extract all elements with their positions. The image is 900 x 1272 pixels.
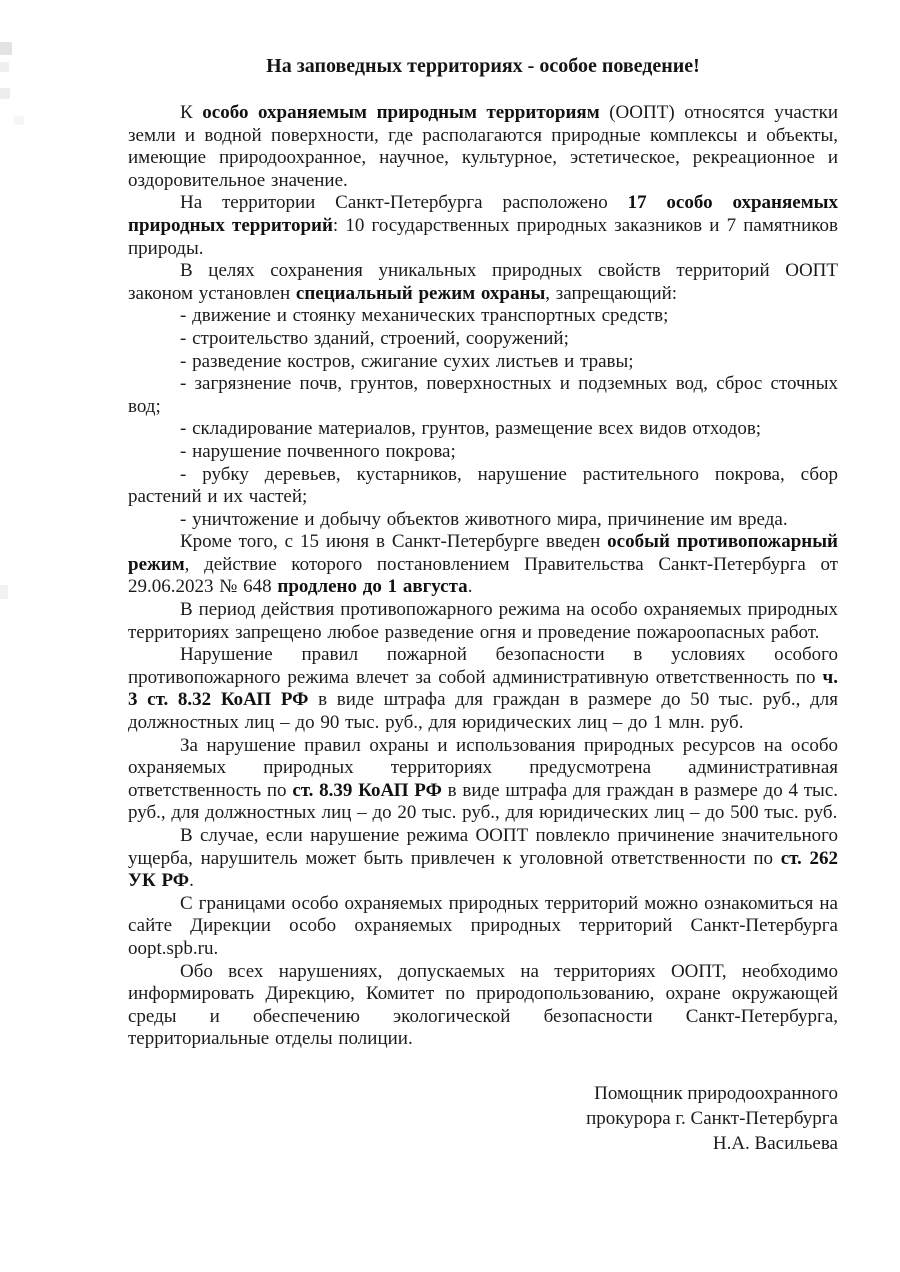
prohibition-item-soil: - нарушение почвенного покрова;	[180, 440, 456, 462]
reporting-info: Обо всех нарушениях, допускаемых на территориях ООПТ, необходимо информировать Дирекцию, Комитет по природопользованию, охране окружающей среды и обеспечению экологической безопасности Санкт-Петербурга, территориальные отделы полиции.	[128, 960, 838, 1050]
intro-oopt: К особо охраняемым природным территориям (ООПТ) относятся участки земли и водной поверхности, где располагаются природные комплексы и объекты, имеющие природоохранное, научное, культурное, эстетическое, рекреационное и оздоровительное значение.	[128, 102, 838, 191]
prohibition-item-wildlife: - уничтожение и добычу объектов животного мира, причинение им вреда.	[180, 508, 788, 530]
fire-regime-restrictions: В период действия противопожарного режима на особо охраняемых природных территориях запрещено любое разведение огня и проведение пожароопасных работ.	[128, 599, 838, 643]
territories-count: На территории Санкт-Петербурга расположено 17 особо охраняемых природных территорий: 10 государственных природных заказников и 7 памятников природы.	[128, 192, 838, 259]
prohibition-item-pollution: - загрязнение почв, грунтов, поверхностных и подземных вод, сброс сточных вод;	[128, 373, 838, 417]
signature-line: Н.А. Васильева	[712, 1132, 838, 1154]
signature-line: прокурора г. Санкт-Петербурга	[586, 1107, 838, 1129]
prohibition-item-fires: - разведение костров, сжигание сухих листьев и травы;	[180, 350, 634, 372]
signature-block	[128, 1081, 838, 1156]
prohibition-item-vehicles: - движение и стоянку механических транспортных средств;	[180, 305, 669, 327]
prohibition-item-construction: - строительство зданий, строений, сооружений;	[180, 327, 569, 349]
protection-regime: В целях сохранения уникальных природных свойств территорий ООПТ законом установлен специальный режим охраны, запрещающий:	[128, 260, 838, 304]
fire-regime: Кроме того, с 15 июня в Санкт-Петербурге введен особый противопожарный режим, действие которого постановлением Правительства Санкт-Петербурга от 29.06.2023 № 648 продлено до 1 августа.	[128, 531, 838, 598]
document-body	[128, 102, 838, 1051]
prohibition-item-trees: - рубку деревьев, кустарников, нарушение растительного покрова, сбор растений и их частей;	[128, 463, 838, 508]
document-title: На заповедных территориях - особое поведение!	[266, 55, 700, 77]
prohibition-item-storage: - складирование материалов, грунтов, размещение всех видов отходов;	[180, 418, 762, 440]
nature-protection-liability: За нарушение правил охраны и использования природных ресурсов на особо охраняемых природных территориях предусмотрена административная ответственность по ст. 8.39 КоАП РФ в виде штрафа для граждан в размере до 4 тыс. руб., для должностных лиц – до 20 тыс. руб., для юридических лиц – до 500 тыс. руб.	[128, 734, 838, 824]
boundaries-info: С границами особо охраняемых природных территорий можно ознакомиться на сайте Дирекции особо охраняемых природных территорий Санкт-Петербурга oopt.spb.ru.	[128, 892, 838, 959]
criminal-liability: В случае, если нарушение режима ООПТ повлекло причинение значительного ущерба, нарушитель может быть привлечен к уголовной ответственности по ст. 262 УК РФ.	[128, 825, 838, 892]
fire-safety-liability: Нарушение правил пожарной безопасности в условиях особого противопожарного режима влечет за собой административную ответственность по ч. 3 ст. 8.32 КоАП РФ в виде штрафа для граждан в размере до 50 тыс. руб., для должностных лиц – до 90 тыс. руб., для юридических лиц – до 1 млн. руб.	[128, 644, 838, 734]
signature-line: Помощник природоохранного	[594, 1082, 838, 1104]
